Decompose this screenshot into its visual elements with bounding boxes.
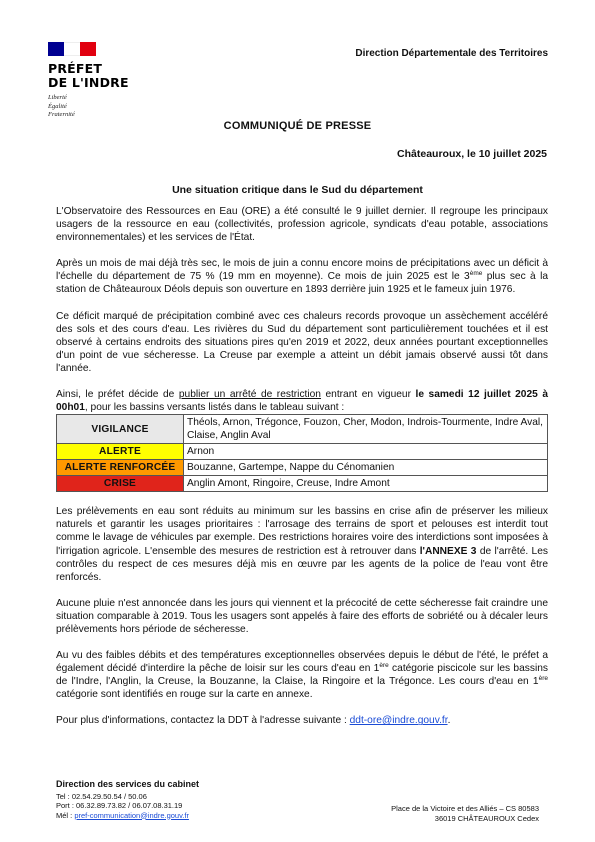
p8-text-a: Pour plus d'informations, contactez la DDT à l'adresse suivante : <box>56 715 350 727</box>
level-vigilance: VIGILANCE <box>57 415 184 444</box>
prefet-line-1: PRÉFET <box>48 61 103 76</box>
p2-text-a: Après un mois de mai déjà très sec, le mois de juin a connu encore moins de précipitations avec un déficit à l'échelle du département de 75 % (19 mm en moyenne). Ce mois de juin 2025 est le 3 <box>56 258 548 283</box>
p5-text-b: de l'arrêté. Les contrôles du respect de ces mesures déjà mis en œuvre par les agents de la police de l'eau vont être renforcés. <box>56 545 548 583</box>
p7-text-a: Au vu des faibles débits et des températures exceptionnelles observées depuis le début de l'été, le préfet a également décidé d'interdire la pêche de loisir sur les cours d'eau en 1 <box>56 650 548 675</box>
devise-fraternite: Fraternité <box>48 111 75 118</box>
paragraph-5 <box>56 505 548 584</box>
footer-address-line-1: Place de la Victoire et des Alliés – CS 80583 <box>391 804 539 813</box>
paragraph-8 <box>56 714 548 727</box>
basins-alerte: Arnon <box>184 444 548 460</box>
p4-text-a: Ainsi, le préfet décide de <box>56 389 179 401</box>
p7-text-b: catégorie piscicole sur les bassins de l'Indre, l'Anglin, la Creuse, la Bouzanne, la Claise, la Ringoire et la Trégonce. Les cours d'eau en 1 <box>56 663 548 688</box>
table-row <box>57 460 548 476</box>
devise <box>48 94 158 120</box>
p4-text-b: entrant en vigueur <box>320 389 416 401</box>
footer-mel-label: Mél : <box>56 810 75 820</box>
p5-text-a: Les prélèvements en eau sont réduits au minimum sur les bassins en crise afin de préserver les milieux naturels et garantir les usages prioritaires : l'arrosage des terrains de sport et pelouses est interdit tout comme le lavage de véhicules par exemple. Des restrictions horaires voire des interdictions sont imposées à l'irrigation agricole. L'ensemble des mesures de restriction est à retrouver dans <box>56 506 548 557</box>
subtitle: Une situation critique dans le Sud du département <box>172 184 423 196</box>
p8-text-b: . <box>447 715 451 727</box>
paragraph-6: Aucune pluie n'est annoncée dans les jours qui viennent et la précocité de cette sécheresse fait craindre une situation comparable à 2019. Tous les usagers sont appelés à faire des efforts de sobriété ou à décaler leurs prélèvements hors période de sécheresse. <box>56 597 548 635</box>
arrete-link[interactable]: publier un arrêté de restriction <box>178 389 321 401</box>
basins-vigilance: Théols, Arnon, Trégonce, Fouzon, Cher, Modon, Indrois-Tourmente, Indre Aval, Claise, Anglin Aval <box>184 415 548 444</box>
p4-date-bold: le samedi 12 juillet 2025 à 00h01 <box>56 389 548 414</box>
marianne-flag-icon <box>48 42 96 56</box>
p5-annexe-bold: l'ANNEXE 3 <box>419 545 477 557</box>
table-row <box>57 444 548 460</box>
dateline: Châteauroux, le 10 juillet 2025 <box>397 148 547 160</box>
press-release-body <box>56 205 548 741</box>
paragraph-2 <box>56 257 548 296</box>
direction-heading: Direction Départementale des Territoires <box>355 48 548 59</box>
prefet-line-2: DE L'INDRE <box>48 75 129 90</box>
footer-mel-link[interactable]: pref-communication@indre.gouv.fr <box>74 810 189 820</box>
page-title: COMMUNIQUÉ DE PRESSE <box>223 120 372 132</box>
footer-contact <box>56 780 199 820</box>
basins-crise: Anglin Amont, Ringoire, Creuse, Indre Amont <box>184 476 548 492</box>
level-alerte: ALERTE <box>57 444 184 460</box>
paragraph-4 <box>56 388 548 414</box>
paragraph-3: Ce déficit marqué de précipitation combiné avec ces chaleurs records provoque un assèchement accéléré des sols et des cours d'eau. Les rivières du Sud du département sont particulièrement touchées et il est observé à certains endroits des situations pires qu'en 2019 et 2022, deux années pourtant exceptionnelles d'un point de vue sécheresse. La Creuse par exemple a atteint un débit jamais observé aussi tôt dans l'année. <box>56 310 548 374</box>
restriction-table <box>56 414 548 492</box>
paragraph-7 <box>56 649 548 701</box>
p2-superscript: ème <box>469 270 483 278</box>
devise-liberte: Liberté <box>48 94 67 101</box>
p2-text-b: plus sec à la station de Châteauroux Déols depuis son ouverture en 1893 derrière juin 1925 et le fameux juin 1976. <box>56 271 548 296</box>
footer-address-line-2: 36019 CHÂTEAUROUX Cedex <box>434 813 539 823</box>
p7-text-c: catégorie sont identifiés en rouge sur la carte en annexe. <box>56 689 313 701</box>
footer-tel: Tel : 02.54.29.50.54 / 50.06 <box>56 791 147 801</box>
table-row <box>57 415 548 444</box>
prefet-logo <box>48 42 158 120</box>
footer-address <box>391 804 539 823</box>
p4-text-c: , pour les bassins versants listés dans le tableau suivant : <box>84 402 345 414</box>
table-row <box>57 476 548 492</box>
paragraph-1: L'Observatoire des Ressources en Eau (ORE) a été consulté le 9 juillet dernier. Il regroupe les principaux usagers de la ressource en eau (collectivités, profession agricole, syndicats d'eau potable, associations environnementales) et les services de l'État. <box>56 206 548 244</box>
contact-email-link[interactable]: ddt-ore@indre.gouv.fr <box>349 715 448 727</box>
p7-superscript-1: ère <box>379 662 389 670</box>
p7-superscript-2: ère <box>538 675 548 683</box>
devise-egalite: Égalité <box>48 102 67 110</box>
level-crise: CRISE <box>57 476 184 492</box>
footer-port: Port : 06.32.89.73.82 / 06.07.08.31.19 <box>56 801 183 810</box>
footer-heading: Direction des services du cabinet <box>56 779 200 789</box>
footer-mel <box>56 811 199 821</box>
basins-alerte-renforcee: Bouzanne, Gartempe, Nappe du Cénomanien <box>184 460 548 476</box>
level-alerte-renforcee: ALERTE RENFORCÉE <box>57 460 184 476</box>
